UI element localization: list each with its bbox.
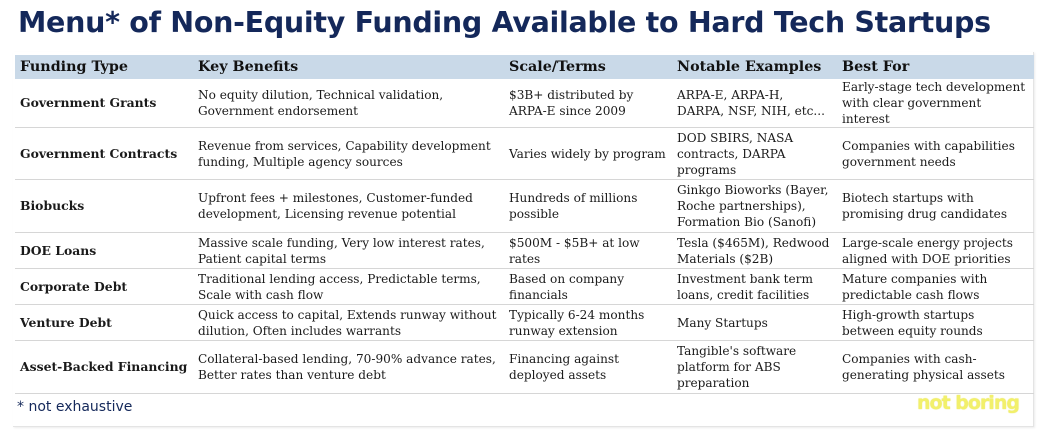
scale-terms-cell: Based on company financials (504, 269, 672, 305)
footnote: * not exhaustive (17, 399, 133, 415)
table-row (15, 180, 1034, 233)
scale-terms-cell: Hundreds of millions possible (504, 180, 672, 233)
key-benefits-cell: Collateral-based lending, 70-90% advance rates, Better rates than venture debt (193, 341, 504, 394)
header-best-for: Best For (842, 59, 910, 75)
funding-type-cell: Asset-Backed Financing (15, 341, 193, 394)
table-row (15, 269, 1034, 305)
key-benefits-cell: Traditional lending access, Predictable terms, Scale with cash flow (193, 269, 504, 305)
best-for-cell: Early-stage tech development with clear government interest (837, 79, 1034, 128)
key-benefits-cell: Quick access to capital, Extends runway without dilution, Often includes warrants (193, 305, 504, 341)
scale-terms-cell: $3B+ distributed by ARPA-E since 2009 (504, 79, 672, 128)
table-header-row (15, 55, 1034, 79)
scale-terms-cell: $500M - $5B+ at low rates (504, 233, 672, 269)
key-benefits-cell: Revenue from services, Capability development funding, Multiple agency sources (193, 128, 504, 180)
notable-examples-cell: Ginkgo Bioworks (Bayer, Roche partnerships), Formation Bio (Sanofi) (672, 180, 837, 233)
funding-type-cell: Venture Debt (15, 305, 193, 341)
funding-type-cell: Corporate Debt (15, 269, 193, 305)
header-scale-terms: Scale/Terms (509, 59, 606, 75)
notable-examples-cell: Many Startups (672, 305, 837, 341)
table-row (15, 128, 1034, 180)
key-benefits-cell: No equity dilution, Technical validation, Government endorsement (193, 79, 504, 128)
best-for-cell: High-growth startups between equity rounds (837, 305, 1034, 341)
funding-type-cell: Government Grants (15, 79, 193, 128)
header-notable-examples: Notable Examples (677, 59, 822, 75)
scale-terms-cell: Financing against deployed assets (504, 341, 672, 394)
header-key-benefits: Key Benefits (198, 59, 299, 75)
funding-type-cell: Government Contracts (15, 128, 193, 180)
funding-type-cell: Biobucks (15, 180, 193, 233)
best-for-cell: Large-scale energy projects aligned with DOE priorities (837, 233, 1034, 269)
table-row (15, 233, 1034, 269)
best-for-cell: Biotech startups with promising drug candidates (837, 180, 1034, 233)
notable-examples-cell: Tesla ($465M), Redwood Materials ($2B) (672, 233, 837, 269)
funding-table (15, 55, 1034, 394)
scale-terms-cell: Typically 6-24 months runway extension (504, 305, 672, 341)
best-for-cell: Companies with capabilities government needs (837, 128, 1034, 180)
best-for-cell: Mature companies with predictable cash flows (837, 269, 1034, 305)
key-benefits-cell: Massive scale funding, Very low interest rates, Patient capital terms (193, 233, 504, 269)
not-boring-logo: not boring (917, 392, 1019, 414)
best-for-cell: Companies with cash-generating physical assets (837, 341, 1034, 394)
notable-examples-cell: Tangible's software platform for ABS preparation (672, 341, 837, 394)
scale-terms-cell: Varies widely by program (504, 128, 672, 180)
table-row (15, 305, 1034, 341)
notable-examples-cell: Investment bank term loans, credit facilities (672, 269, 837, 305)
notable-examples-cell: ARPA-E, ARPA-H, DARPA, NSF, NIH, etc... (672, 79, 837, 128)
header-funding-type: Funding Type (20, 59, 128, 75)
table-row (15, 79, 1034, 128)
table-row (15, 341, 1034, 394)
notable-examples-cell: DOD SBIRS, NASA contracts, DARPA programs (672, 128, 837, 180)
page-title: Menu* of Non-Equity Funding Available to Hard Tech Startups (18, 6, 991, 39)
funding-type-cell: DOE Loans (15, 233, 193, 269)
key-benefits-cell: Upfront fees + milestones, Customer-funded development, Licensing revenue potential (193, 180, 504, 233)
